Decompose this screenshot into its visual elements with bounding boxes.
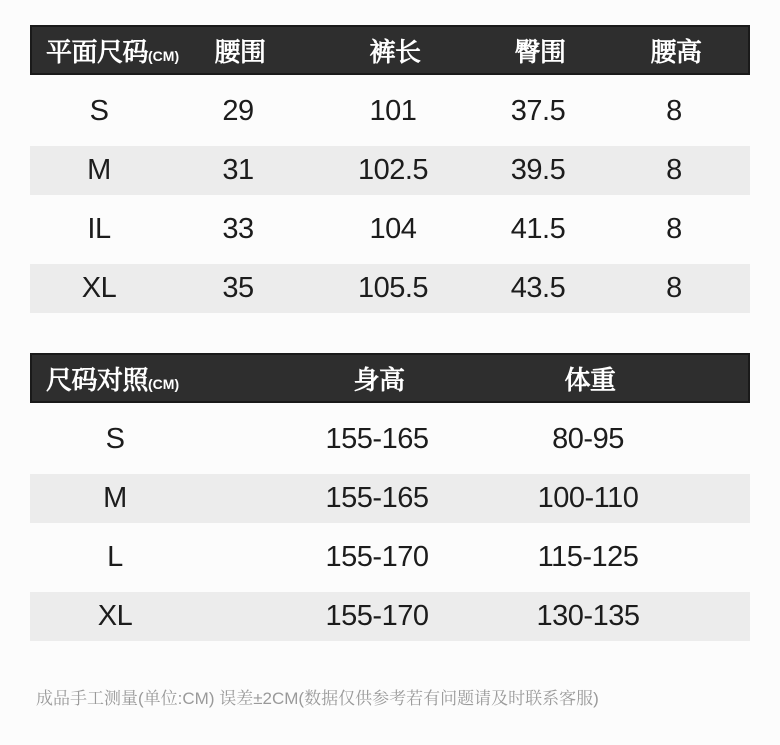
value-cell: 100-110 bbox=[537, 482, 639, 514]
table-row bbox=[30, 587, 750, 646]
flat-size-table bbox=[30, 25, 750, 318]
size-cell: XL bbox=[97, 600, 133, 632]
size-cell: S bbox=[89, 95, 109, 127]
table-row bbox=[30, 82, 750, 141]
value-cell: 101 bbox=[369, 95, 417, 127]
value-cell: 39.5 bbox=[510, 154, 566, 186]
size-cell: IL bbox=[87, 213, 111, 245]
size-compare-title-text: 尺码对照 bbox=[46, 364, 149, 395]
column-header-pants-length: 裤长 bbox=[369, 36, 421, 67]
value-cell: 8 bbox=[666, 95, 682, 127]
column-header-height: 身高 bbox=[353, 364, 405, 395]
value-cell: 8 bbox=[666, 272, 682, 304]
table-row bbox=[30, 528, 750, 587]
flat-size-title-text: 平面尺码 bbox=[46, 36, 149, 67]
flat-size-table-body bbox=[30, 82, 750, 318]
column-header-hip: 臀围 bbox=[514, 36, 566, 67]
value-cell: 80-95 bbox=[552, 423, 624, 455]
size-cell: L bbox=[107, 541, 123, 573]
value-cell: 105.5 bbox=[357, 272, 429, 304]
table-row bbox=[30, 200, 750, 259]
value-cell: 104 bbox=[369, 213, 417, 245]
value-cell: 115-125 bbox=[537, 541, 639, 573]
size-compare-table-header bbox=[30, 353, 750, 403]
size-compare-table-title bbox=[32, 360, 202, 397]
value-cell: 155-165 bbox=[325, 423, 429, 455]
column-header-weight: 体重 bbox=[564, 364, 616, 395]
value-cell: 43.5 bbox=[510, 272, 566, 304]
value-cell: 130-135 bbox=[536, 600, 640, 632]
flat-size-table-header bbox=[30, 25, 750, 75]
measurement-disclaimer-note: 成品手工测量(单位:CM) 误差±2CM(数据仅供参考若有问题请及时联系客服) bbox=[36, 689, 599, 708]
table-row bbox=[30, 259, 750, 318]
table-row bbox=[30, 469, 750, 528]
size-cell: M bbox=[87, 154, 111, 186]
column-header-rise: 腰高 bbox=[650, 36, 702, 67]
flat-size-table-title bbox=[32, 32, 180, 69]
value-cell: 35 bbox=[222, 272, 254, 304]
value-cell: 102.5 bbox=[357, 154, 429, 186]
value-cell: 8 bbox=[666, 213, 682, 245]
flat-size-unit-label: (CM) bbox=[148, 47, 180, 64]
column-header-waist: 腰围 bbox=[214, 36, 266, 67]
size-cell: M bbox=[103, 482, 127, 514]
value-cell: 155-170 bbox=[325, 600, 429, 632]
table-row bbox=[30, 141, 750, 200]
value-cell: 155-165 bbox=[325, 482, 429, 514]
value-cell: 29 bbox=[222, 95, 254, 127]
value-cell: 8 bbox=[666, 154, 682, 186]
size-cell: XL bbox=[81, 272, 117, 304]
size-compare-unit-label: (CM) bbox=[148, 375, 180, 392]
size-compare-table-body bbox=[30, 410, 750, 646]
size-chart-page bbox=[0, 25, 780, 745]
value-cell: 155-170 bbox=[325, 541, 429, 573]
table-row bbox=[30, 410, 750, 469]
value-cell: 37.5 bbox=[510, 95, 566, 127]
size-cell: S bbox=[105, 423, 125, 455]
value-cell: 33 bbox=[222, 213, 254, 245]
size-compare-table bbox=[30, 353, 750, 646]
value-cell: 41.5 bbox=[510, 213, 566, 245]
value-cell: 31 bbox=[222, 154, 254, 186]
